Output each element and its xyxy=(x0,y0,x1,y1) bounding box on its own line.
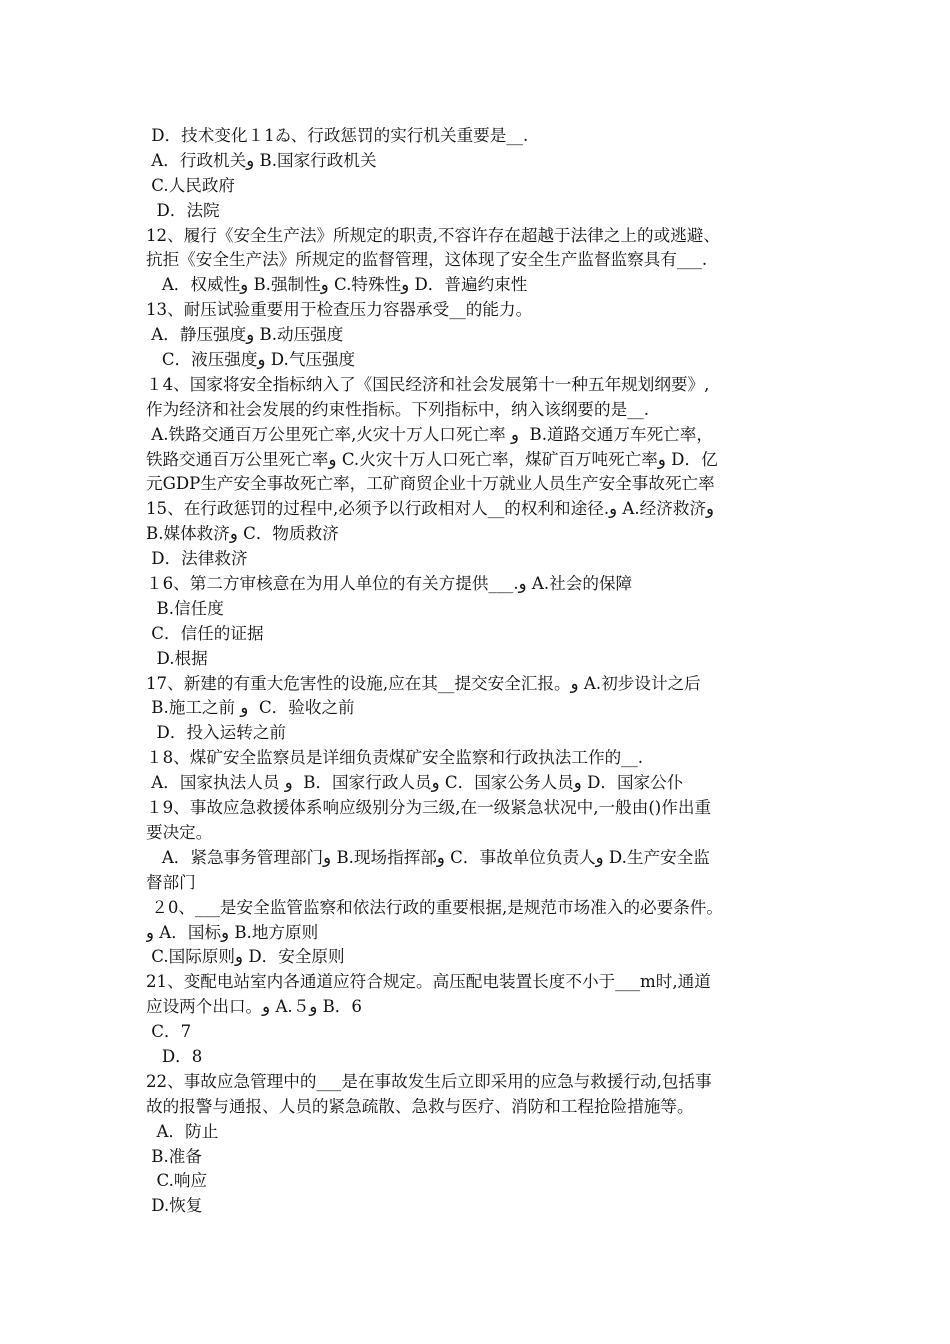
text-line: A．国家执法人员 و B．国家行政人员و C．国家公务人员و D．国家公仆 xyxy=(146,773,684,793)
text-line: D．8 xyxy=(146,1046,203,1066)
text-line: 17、新建的有重大危害性的设施,应在其__提交安全汇报。و A.初步设计之后 xyxy=(146,673,701,693)
text-line: B.信任度 xyxy=(146,598,224,618)
text-line: C．信任的证据 xyxy=(146,623,264,643)
text-line: D．法院 xyxy=(146,200,220,220)
text-line: ２0、___是安全监管监察和依法行政的重要根据,是规范市场准入的必要条件。 xyxy=(146,897,723,917)
text-line: 15、在行政惩罚的过程中,必须予以行政相对人__的权利和途径.و A.经济救济و xyxy=(146,499,715,519)
text-line: 22、事故应急管理中的___是在事故发生后立即采用的应急与救援行动,包括事 xyxy=(146,1071,712,1091)
text-line: و A．国标و B.地方原则 xyxy=(146,922,319,942)
text-line: A．静压强度و B.动压强度 xyxy=(146,325,344,345)
text-line: 13、耐压试验重要用于检查压力容器承受__的能力。 xyxy=(146,300,533,320)
text-line: 元GDP生产安全事故死亡率，工矿商贸企业十万就业人员生产安全事故死亡率 xyxy=(146,474,715,494)
text-line: 21、变配电站室内各通道应符合规定。高压配电装置长度不小于___m时,通道 xyxy=(146,972,711,992)
text-line: 应设两个出口。و A.５و B．6 xyxy=(146,997,362,1017)
text-line: 抗拒《安全生产法》所规定的监督管理，这体现了安全生产监督监察具有___. xyxy=(146,250,708,270)
text-line: D．投入运转之前 xyxy=(146,723,287,743)
text-line: B.准备 xyxy=(146,1146,202,1166)
text-line: 故的报警与通报、人员的紧急疏散、急救与医疗、消防和工程抢险措施等。 xyxy=(146,1096,694,1116)
text-line: A．权威性و B.强制性و C.特殊性و D．普遍约束性 xyxy=(146,275,528,295)
text-line: 铁路交通百万公里死亡率و C.火灾十万人口死亡率，煤矿百万吨死亡率و D．亿 xyxy=(146,449,718,469)
text-line: D.恢复 xyxy=(146,1196,203,1216)
text-line: 作为经济和社会发展的约束性指标。下列指标中，纳入该纲要的是__. xyxy=(146,399,650,419)
text-line: C．7 xyxy=(146,1022,192,1042)
text-line: A．行政机关و B.国家行政机关 xyxy=(146,150,377,170)
text-line: 12、履行《安全生产法》所规定的职责,不容许存在超越于法律之上的或逃避、 xyxy=(146,225,720,245)
text-line: D．技术变化１1ゐ、行政惩罚的实行机关重要是__. xyxy=(146,126,529,145)
text-line: C．液压强度و D.气压强度 xyxy=(146,350,356,370)
text-line: １6、第二方审核意在为用人单位的有关方提供___.و A.社会的保障 xyxy=(146,574,633,594)
text-line: B.媒体救济و C．物质救济 xyxy=(146,524,339,544)
text-line: D.根据 xyxy=(146,648,208,668)
text-line: １9、事故应急救援体系响应级别分为三级,在一级紧急状况中,一般由()作出重 xyxy=(146,798,712,818)
text-line: １8、煤矿安全监察员是详细负责煤矿安全监察和行政执法工作的__. xyxy=(146,748,644,768)
text-line: B.施工之前 و C．验收之前 xyxy=(146,698,355,718)
text-line: A.铁路交通百万公里死亡率,火灾十万人口死亡率 و B.道路交通万车死亡率， xyxy=(146,424,713,444)
text-line: C.国际原则و D．安全原则 xyxy=(146,947,345,967)
text-line: D．法律救济 xyxy=(146,549,248,569)
document-body xyxy=(146,124,810,1219)
text-line: A．紧急事务管理部门و B.现场指挥部و C．事故单位负责人و D.生产安全监 xyxy=(146,847,710,867)
text-line: 要决定。 xyxy=(146,822,213,842)
text-line: A．防止 xyxy=(146,1121,219,1141)
text-line: C.人民政府 xyxy=(146,175,236,195)
text-line: C.响应 xyxy=(146,1171,208,1191)
text-line: １4、国家将安全指标纳入了《国民经济和社会发展第十一种五年规划纲要》, xyxy=(146,374,710,394)
text-line: 督部门 xyxy=(146,872,196,892)
